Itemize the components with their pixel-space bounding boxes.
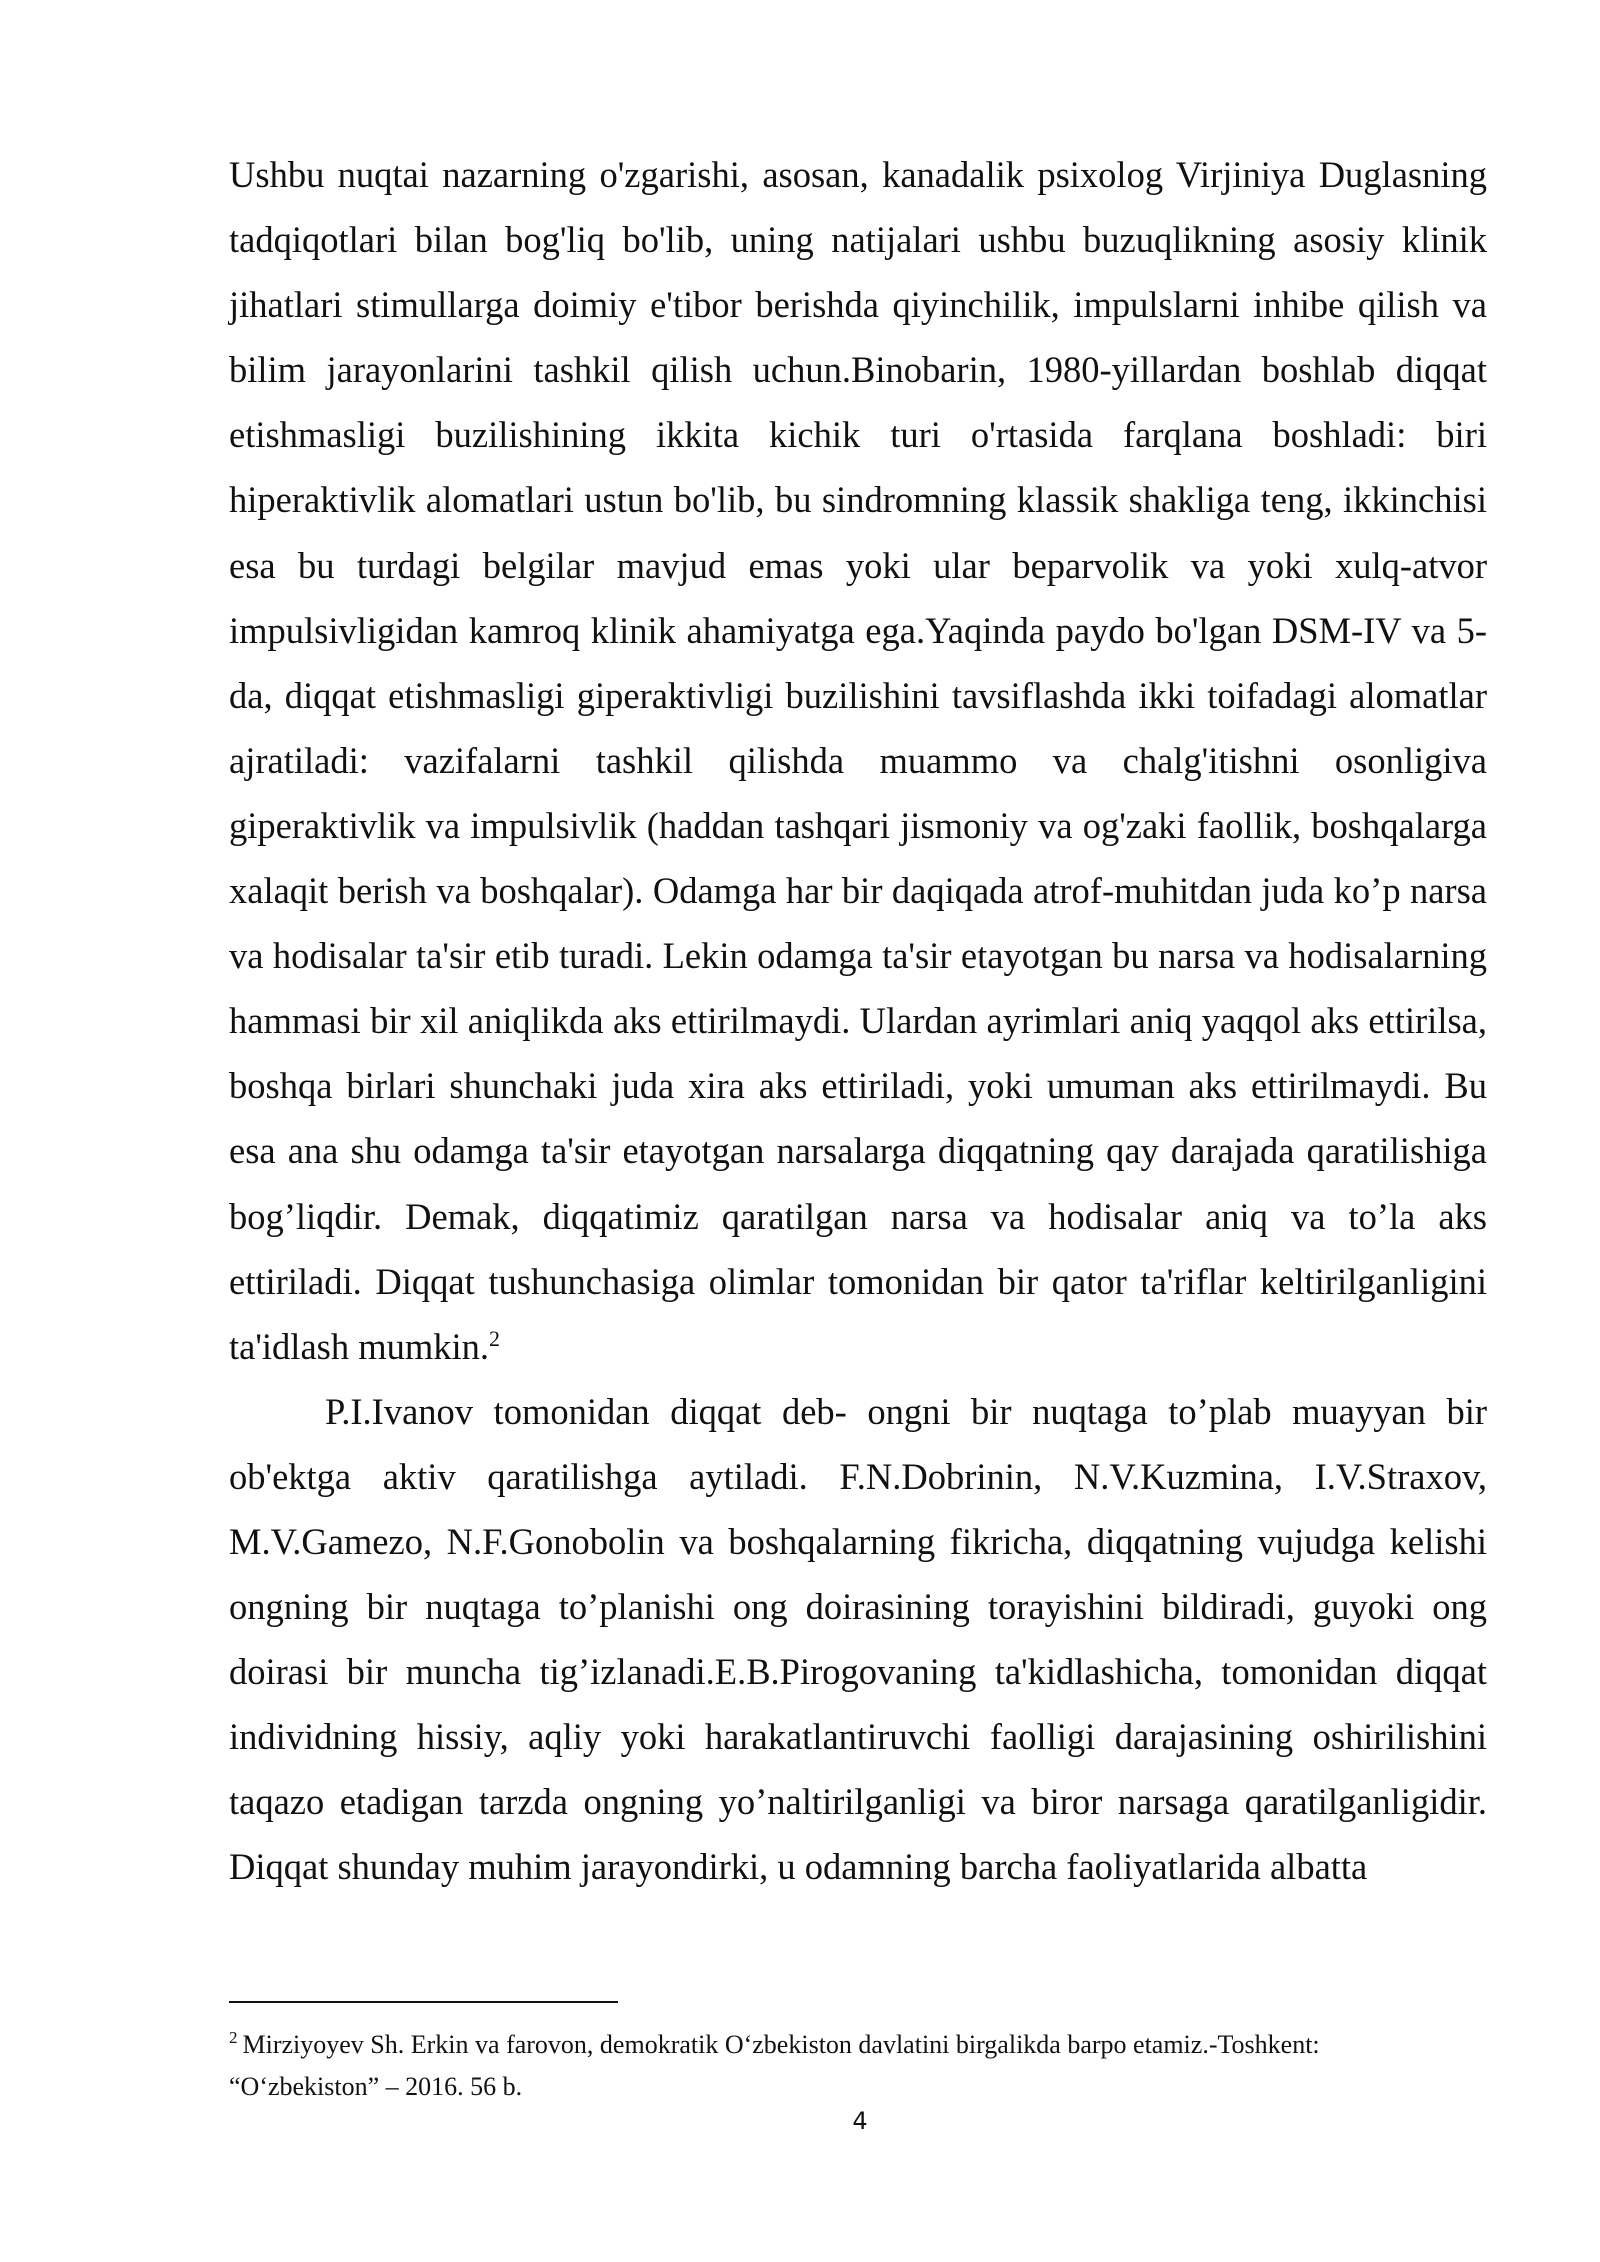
footnote-line-1 xyxy=(229,2024,1487,2066)
body-text xyxy=(229,142,1487,1900)
footnote-text-2: “O‘zbekiston” – 2016. 56 b. xyxy=(229,2072,523,2101)
footnote-text-1: Mirziyoyev Sh. Erkin va farovon, demokratik O‘zbekiston davlatini birgalikda barpo etamiz.-Toshkent: xyxy=(242,2030,1320,2059)
footnote-separator xyxy=(229,2001,618,2003)
paragraph-2: P.I.Ivanov tomonidan diqqat deb- ongni bir nuqtaga to’plab muayyan bir ob'ektga aktiv qaratilishga aytiladi. F.N.Dobrinin, N.V.Kuzmina, I.V.Straxov, M.V.Gamezo, N.F.Gonobolin va boshqalarning fikricha, diqqatning vujudga kelishi ongning bir nuqtaga to’planishi ong doirasining torayishini bildiradi, guyoki ong doirasi bir muncha tig’izlanadi.E.B.Pirogovaning ta'kidlashicha, tomonidan diqqat individning hissiy, aqliy yoki harakatlantiruvchi faolligi darajasining oshirilishini taqazo etadigan tarzda ongning yo’naltirilganligi va biror narsaga qaratilganligidir. Diqqat shunday muhim jarayondirki, u odamning barcha faoliyatlarida albatta xyxy=(229,1390,1487,1888)
footnote-mark: 2 xyxy=(229,2028,238,2048)
paragraph-1 xyxy=(229,142,1487,1379)
page-number: 4 xyxy=(852,2107,868,2135)
footnote xyxy=(229,2024,1487,2108)
paragraph-1-text: Ushbu nuqtai nazarning o'zgarishi, asosan, kanadalik psixolog Virjiniya Duglasning tadqiqotlari bilan bog'liq bo'lib, uning natijalari ushbu buzuqlikning asosiy klinik jihatlari stimullarga doimiy e'tibor berishda qiyinchilik, impulslarni inhibe qilish va bilim jarayonlarini tashkil qilish uchun.Binobarin, 1980-yillardan boshlab diqqat etishmasligi buzilishining ikkita kichik turi o'rtasida farqlana boshladi: biri hiperaktivlik alomatlari ustun bo'lib, bu sindromning klassik shakliga teng, ikkinchisi esa bu turdagi belgilar mavjud emas yoki ular beparvolik va yoki xulq-atvor impulsivligidan kamroq klinik ahamiyatga ega.Yaqinda paydo bo'lgan DSM-IV va 5-da, diqqat etishmasligi giperaktivligi buzilishini tavsiflashda ikki toifadagi alomatlar ajratiladi: vazifalarni tashkil qilishda muammo va chalg'itishni osonligiva giperaktivlik va impulsivlik (haddan tashqari jismoniy va og'zaki faollik, boshqalarga xalaqit berish va boshqalar). Odamga har bir daqiqada atrof-muhitdan juda ko’p narsa va hodisalar ta'sir etib turadi. Lekin odamga ta'sir etayotgan bu narsa va hodisalarning hammasi bir xil aniqlikda aks ettirilmaydi. Ulardan ayrimlari aniq yaqqol aks ettirilsa, boshqa birlari shunchaki juda xira aks ettiriladi, yoki umuman aks ettirilmaydi. Bu esa ana shu odamga ta'sir etayotgan narsalarga diqqatning qay darajada qaratilishiga bog’liqdir. Demak, diqqatimiz qaratilgan narsa va hodisalar aniq va to’la aks ettiriladi. Diqqat tushunchasiga olimlar tomonidan bir qator ta'riflar keltirilganligini ta'idlash mumkin. xyxy=(229,154,1487,1367)
footnote-reference: 2 xyxy=(489,1325,501,1351)
